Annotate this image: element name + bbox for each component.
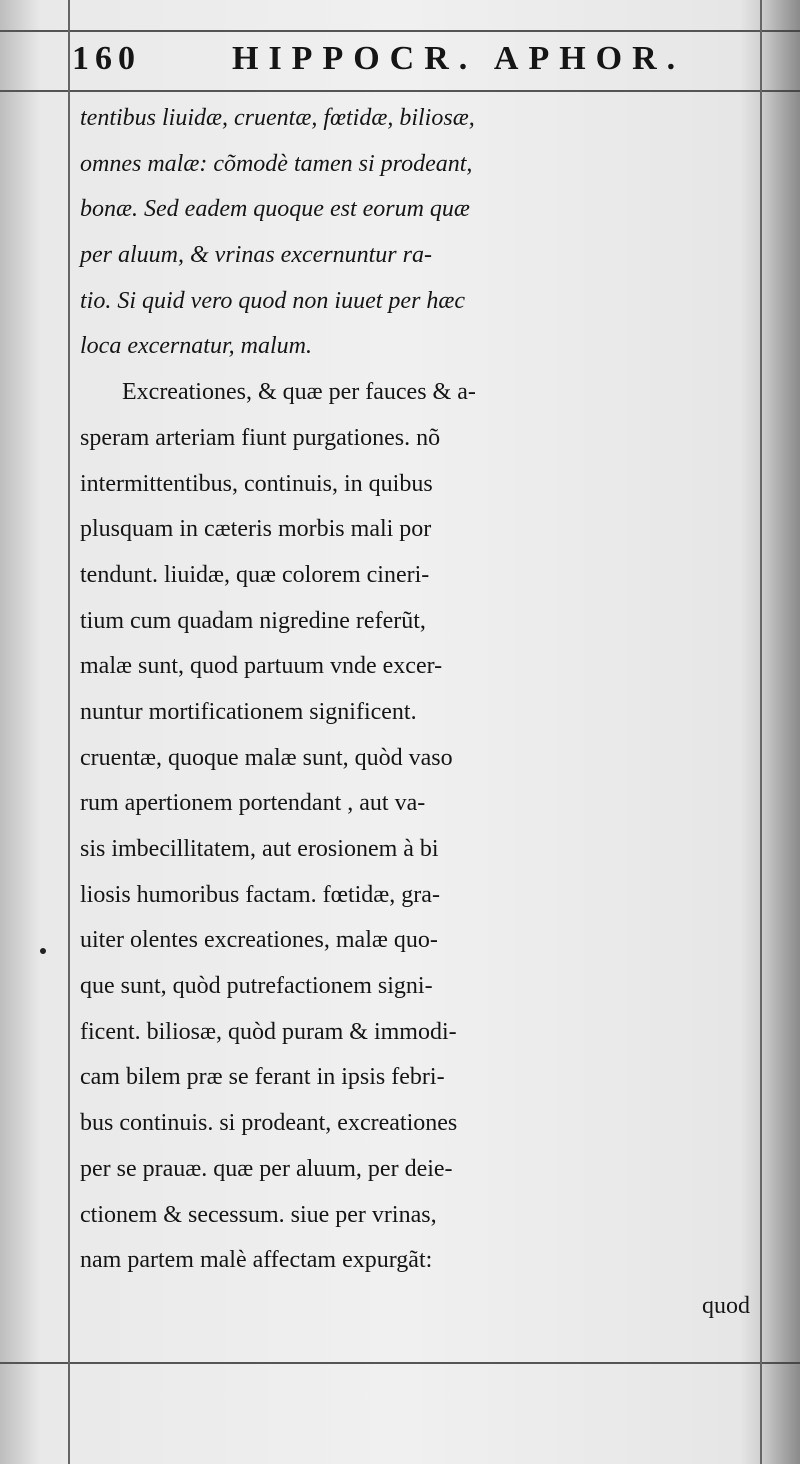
catchword: quod: [702, 1292, 750, 1319]
left-ruling-line: [68, 0, 70, 1464]
text-line: liosis humoribus factam. fœtidæ, gra-: [80, 881, 440, 908]
header-ruling-line: [0, 90, 800, 92]
bottom-ruling-line: [0, 1362, 800, 1364]
running-header: [72, 40, 762, 90]
page-number: 160: [72, 40, 141, 77]
text-line: tendunt. liuidæ, quæ colorem cineri-: [80, 561, 430, 588]
text-line: tium cum quadam nigredine referũt,: [80, 607, 426, 634]
page-edge-shadow: [760, 0, 800, 1464]
text-line: uiter olentes excreationes, malæ quo-: [80, 927, 438, 954]
text-line: nam partem malè affectam expurgãt:: [80, 1247, 433, 1274]
margin-mark: [40, 948, 46, 954]
text-line: loca excernatur, malum.: [80, 333, 312, 360]
text-line: sis imbecillitatem, aut erosionem à bi: [80, 836, 439, 862]
text-line: speram arteriam fiunt purgationes. nõ: [80, 424, 441, 451]
text-line: omnes malæ: cõmodè tamen si prodeant,: [80, 150, 473, 177]
body-text: [80, 96, 750, 1330]
text-line: intermittentibus, continuis, in quibus: [80, 470, 433, 497]
text-line: per se prauæ. quæ per aluum, per deie-: [80, 1155, 453, 1182]
text-line: Excreationes, & quæ per fauces & a-: [122, 379, 476, 406]
text-line: bonæ. Sed eadem quoque est eorum quæ: [80, 196, 470, 223]
text-line: ctionem & secessum. siue per vrinas,: [80, 1201, 437, 1228]
text-line: ficent. biliosæ, quòd puram & immodi-: [80, 1018, 457, 1045]
text-line: per aluum, & vrinas excernuntur ra-: [80, 242, 432, 269]
top-ruling-line: [0, 30, 800, 32]
text-line: plusquam in cæteris morbis mali por: [80, 516, 432, 543]
text-line: cam bilem præ se ferant in ipsis febri-: [80, 1064, 445, 1091]
text-line: tentibus liuidæ, cruentæ, fœtidæ, biliosæ,: [80, 105, 475, 131]
text-line: nuntur mortificationem significent.: [80, 698, 417, 725]
text-line: bus continuis. si prodeant, excreationes: [80, 1110, 458, 1137]
text-line: tio. Si quid vero quod non iuuet per hæc: [80, 287, 466, 314]
text-line: malæ sunt, quod partuum vnde excer-: [80, 653, 443, 680]
text-line: que sunt, quòd putrefactionem signi-: [80, 973, 433, 1000]
text-line: rum apertionem portendant , aut va-: [80, 790, 426, 817]
text-line: cruentæ, quoque malæ sunt, quòd vaso: [80, 744, 453, 771]
running-title: HIPPOCR. APHOR.: [232, 40, 686, 77]
